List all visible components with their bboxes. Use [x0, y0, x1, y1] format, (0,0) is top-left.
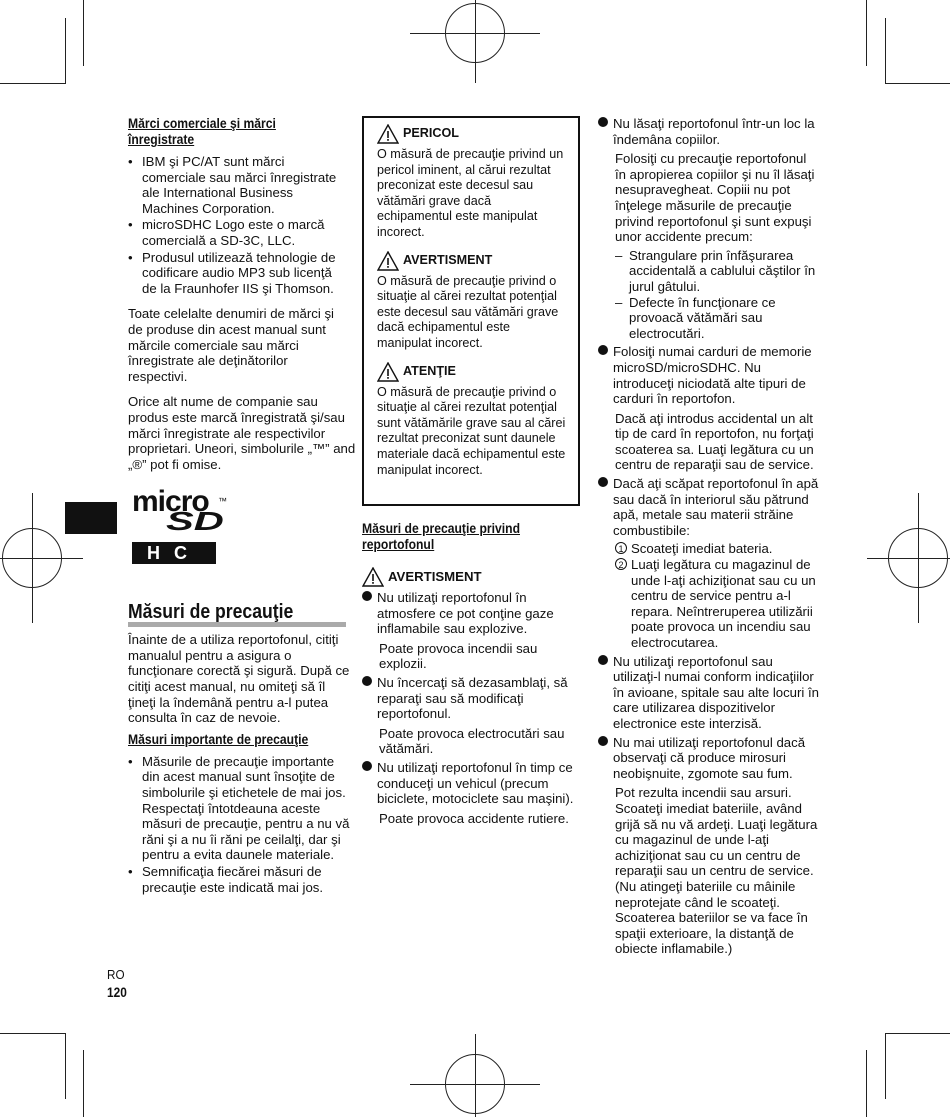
column-right: [598, 116, 820, 960]
trademarks-heading: Mărci comerciale şi mărci înregistrate: [128, 116, 276, 147]
list-item: • microSDHC Logo este o marcă comercială a SD-3C, LLC.: [128, 217, 350, 248]
list-item: Nu utilizaţi reportofonul în atmosfere ce pot conţine gaze inflamabile sau explozive. Poate provoca incendii sau explozii.: [362, 590, 584, 672]
trademark-list: [128, 154, 350, 296]
warning-triangle-icon: [377, 124, 399, 144]
microsdhc-logo: [128, 485, 350, 604]
warning-list-continued: [598, 116, 820, 957]
logo-micro-text: micro: [132, 485, 209, 519]
list-item: • Semnificaţia fiecărei măsuri de precauţie este indicată mai jos.: [128, 864, 350, 895]
pericol-text: O măsură de precauţie privind un pericol iminent, al cărui rezultat preconizat este decesul sau vătămări grave dacă echipamentul este manipulat incorect.: [377, 147, 564, 239]
list-item: Folosiţi numai carduri de memorie microSD/microSDHC. Nu introduceţi niciodată alte tipuri de carduri în reportofon. Dacă aţi introdus accidental un alt tip de card în reportofon, nu forţaţi scoaterea sa. Luaţi legătura cu un centru de reparaţii sau de service.: [598, 344, 820, 473]
step-item: 1 Scoateţi imediat bateria.: [615, 541, 820, 557]
list-item: • IBM şi PC/AT sunt mărci comerciale sau mărci înregistrate ale International Business Machines Corporation.: [128, 154, 350, 216]
paragraph: Toate celelalte denumiri de mărci şi de produse din acest manual sunt mărcile comerciale sau mărci înregistrate ale deţinătorilor respectivi.: [128, 306, 334, 384]
avertisment-label: AVERTISMENT: [403, 252, 493, 267]
important-list: [128, 754, 350, 895]
logo-hc-block: [132, 542, 216, 564]
list-item: Nu utilizaţi reportofonul sau utilizaţi-l numai conform indicaţiilor în avioane, spitale sau alte locuri în care utilizarea dispozitivelor electronice este interzisă.: [598, 654, 820, 732]
device-precautions-heading: Măsuri de precauţie privind reportofonul: [362, 521, 520, 552]
atentie-label: ATENŢIE: [403, 363, 456, 378]
logo-sd-text: SD: [166, 506, 224, 537]
list-item: • Măsurile de precauţie importante din acest manual sunt însoţite de simbolurile şi etichetele de mai jos. Respectaţi întotdeauna aceste măsuri de precauţie, pentru a nu vă răni şi a nu îi răni pe ceilalţi, dar şi pentru a evita daunele materiale.: [128, 754, 350, 863]
warning-triangle-icon: [377, 251, 399, 271]
list-item: Nu încercaţi să dezasamblaţi, să reparaţi sau să modificaţi reportofonul. Poate provoca electrocutări sau vătămări.: [362, 675, 584, 757]
pericol-label: PERICOL: [403, 126, 459, 141]
steps-list: [615, 541, 820, 650]
precautions-title: Măsuri de precauţie: [128, 601, 294, 624]
page-number: 120: [107, 984, 127, 1000]
list-item: Nu lăsaţi reportofonul într-un loc la îndemâna copiilor. Folosiţi cu precauţie reportofonul în apropierea copiilor şi nu îl lăsaţi nesupravegheat. Copiii nu pot înţelege măsurile de precauţie privind reportofonul şi sunt expuşi unor accidente precum: – Strangulare prin înfăşurarea accidentală a cablului căştilor în jurul gâtului. – Defecte în funcţionare ce provoacă vătămări sau electrocutări.: [598, 116, 820, 341]
section-tab-marker: [65, 502, 117, 534]
hazard-sublist: [615, 248, 820, 342]
step-item: 2 Luaţi legătura cu magazinul de unde l-aţi achiziţionat sau cu un centru de service pentru a-l repara. Neîntreruperea utilizării poate provoca un incendiu sau electrocutarea.: [615, 557, 820, 651]
sublist-item: – Defecte în funcţionare ce provoacă vătămări sau electrocutări.: [615, 295, 820, 342]
list-item: Dacă aţi scăpat reportofonul în apă sau dacă în interiorul său pătrund apă, metale sau materii străine combustibile: 1 Scoateţi imediat bateria. 2 Luaţi legătura cu magazinul de unde l-aţi achiziţionat sau cu un centru de service pentru a-l repara. Neîntreruperea utilizării poate provoca un incendiu sau electrocutarea.: [598, 476, 820, 651]
logo-hc-text: HC: [147, 543, 201, 564]
footer-lang: RO: [107, 967, 125, 982]
precautions-intro: Înainte de a utiliza reportofonul, citiţi manualul pentru a asigura o funcţionare corectă şi sigură. După ce citiţi acest manual, nu omiteţi să îl ţineţi la îndemână pentru a-l putea consulta în caz de nevoie.: [128, 632, 350, 726]
column-middle: [362, 521, 584, 829]
list-item: • Produsul utilizează tehnologie de codificare audio MP3 sub licenţă de la Fraunhofer IIS şi Thomson.: [128, 250, 350, 297]
column-left: [128, 116, 356, 896]
list-item: Nu utilizaţi reportofonul în timp ce conduceţi un vehicul (precum biciclete, motociclete sau maşini). Poate provoca accidente rutiere.: [362, 760, 584, 826]
hazard-definitions-box: [362, 116, 580, 506]
warning-list: [362, 590, 584, 826]
paragraph: Orice alt nume de companie sau produs este marcă înregistrată şi/sau mărci înregistrate ale respectivilor proprietari. Uneori, simbolurile „™” and „®” pot fi omise.: [128, 394, 356, 472]
warning-triangle-icon: [362, 567, 384, 587]
important-heading: Măsuri importante de precauţie: [128, 731, 309, 747]
logo-tm: ™: [218, 496, 227, 507]
avertisment-text: O măsură de precauţie privind o situaţie al cărei rezultat potenţial este decesul sau vătămări grave dacă echipamentul este manipulat incorect.: [377, 273, 559, 350]
warning-triangle-icon: [377, 362, 399, 382]
sublist-item: – Strangulare prin înfăşurarea accidentală a cablului căştilor în jurul gâtului.: [615, 248, 820, 295]
list-item: Nu mai utilizaţi reportofonul dacă observaţi că produce mirosuri neobişnuite, zgomote sau fum. Pot rezulta incendii sau arsuri. Scoateţi imediat bateriile, având grijă să nu vă ardeţi. Luaţi legătura cu magazinul de unde l-aţi achiziţionat sau cu un centru de reparaţii sau un centru de service. (Nu atingeţi bateriile cu mâinile neprotejate când le scoateţi. Scoaterea bateriilor se va face în spaţii exterioare, la distanţă de obiecte inflamabile.): [598, 735, 820, 957]
atentie-text: O măsură de precauţie privind o situaţie al cărei rezultat potenţial sunt vătămările grave sau al cărei rezultat preconizat sunt daunele materiale dacă echipamentul este manipulat incorect.: [377, 384, 566, 477]
avertisment-label: AVERTISMENT: [388, 569, 482, 585]
